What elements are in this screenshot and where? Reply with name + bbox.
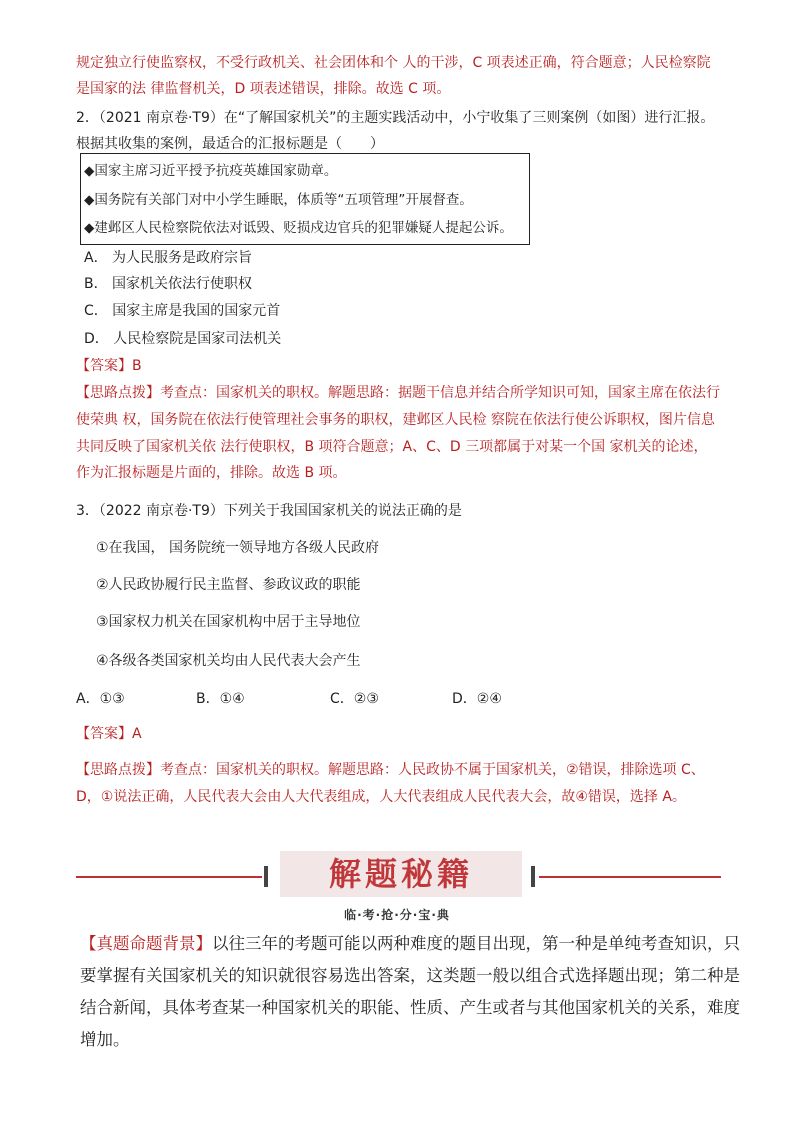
q3-analysis-line-2: D，①说法正确，人民代表大会由人大代表组成，人大代表组成人民代表大会，故④错误，选择 A。 xyxy=(76,789,686,805)
q2-case-box xyxy=(80,153,530,245)
q2-case-3: ◆建邺区人民检察院依法对诋毁、贬损戍边官兵的犯罪嫌疑人提起公诉。 xyxy=(84,220,513,236)
q2-case-2: ◆国务院有关部门对中小学生睡眠，体质等“五项管理”开展督查。 xyxy=(84,192,473,208)
q2-analysis-line-4: 作为汇报标题是片面的，排除。故选 B 项。 xyxy=(76,465,347,481)
q3-option-a: A．①③ xyxy=(76,691,125,707)
intro-line-2: 是国家的法 律监督机关，D 项表述错误，排除。故选 C 项。 xyxy=(76,81,451,97)
q2-answer: 【答案】B xyxy=(76,358,142,374)
section-subtitle: 临·考·抢·分·宝·典 xyxy=(344,908,450,922)
q2-option-a: A． 为人民服务是政府宗旨 xyxy=(84,250,253,266)
q2-analysis-line-3: 共同反映了国家机关依 法行使职权，B 项符合题意；A、C、D 三项都属于对某一个国 家机关的论述， xyxy=(76,439,708,455)
q3-statement-4: ④各级各类国家机关均由人民代表大会产生 xyxy=(96,653,361,669)
q2-analysis-line-1: 【思路点拨】考查点：国家机关的职权。解题思路：据题干信息并结合所学知识可知，国家主席在依法行 xyxy=(76,385,720,401)
q3-option-d: D．②④ xyxy=(452,691,502,707)
q2-option-b: B． 国家机关依法行使职权 xyxy=(84,276,253,292)
background-text-1: 以往三年的考题可能以两种难度的题目出现，第一种是单纯考查知识，只 xyxy=(212,934,740,953)
banner-left-rule xyxy=(76,876,262,878)
q3-answer: 【答案】A xyxy=(76,726,142,742)
q3-statement-2: ②人民政协履行民主监督、参政议政的职能 xyxy=(96,577,361,593)
banner-left-tick xyxy=(264,866,268,887)
banner-right-tick xyxy=(531,866,535,887)
background-label: 【真题命题背景】 xyxy=(80,934,212,953)
background-line-4: 增加。 xyxy=(80,1030,130,1049)
q2-stem-line-2: 根据其收集的案例，最适合的汇报标题是（ ） xyxy=(76,136,384,152)
q3-option-c: C．②③ xyxy=(330,691,379,707)
background-line-2: 要掌握有关国家机关的知识就很容易选出答案，这类题一般以组合式选择题出现；第二种是 xyxy=(80,966,740,985)
intro-line-1: 规定独立行使监察权，不受行政机关、社会团体和个 人的干涉，C 项表述正确，符合题意；人民检察院 xyxy=(76,55,711,71)
q3-option-b: B．①④ xyxy=(196,691,245,707)
q2-case-1: ◆国家主席习近平授予抗疫英雄国家勋章。 xyxy=(84,163,338,179)
background-line-1 xyxy=(80,928,740,960)
q2-option-d: D． 人民检察院是国家司法机关 xyxy=(84,331,282,347)
section-title: 解题秘籍 xyxy=(328,855,473,893)
banner-right-rule xyxy=(539,876,721,878)
background-line-3: 结合新闻，具体考查某一种国家机关的职能、性质、产生或者与其他国家机关的关系，难度 xyxy=(80,998,740,1017)
q3-analysis-line-1: 【思路点拨】考查点：国家机关的职权。解题思路：人民政协不属于国家机关，②错误，排除选项 C、 xyxy=(76,762,705,778)
q2-option-c: C． 国家主席是我国的国家元首 xyxy=(84,303,281,319)
q3-statement-3: ③国家权力机关在国家机构中居于主导地位 xyxy=(96,614,361,630)
q2-analysis-line-2: 使荣典 权，国务院在依法行使管理社会事务的职权，建邺区人民检 察院在依法行使公诉职权，图片信息 xyxy=(76,412,715,428)
q2-stem-line-1: 2．（2021 南京卷·T9）在“了解国家机关”的主题实践活动中，小宁收集了三则案例（如图）进行汇报。 xyxy=(76,110,715,126)
q3-statement-1: ①在我国， 国务院统一领导地方各级人民政府 xyxy=(96,540,379,556)
q3-stem: 3．（2022 南京卷·T9）下列关于我国国家机关的说法正确的是 xyxy=(76,503,462,519)
